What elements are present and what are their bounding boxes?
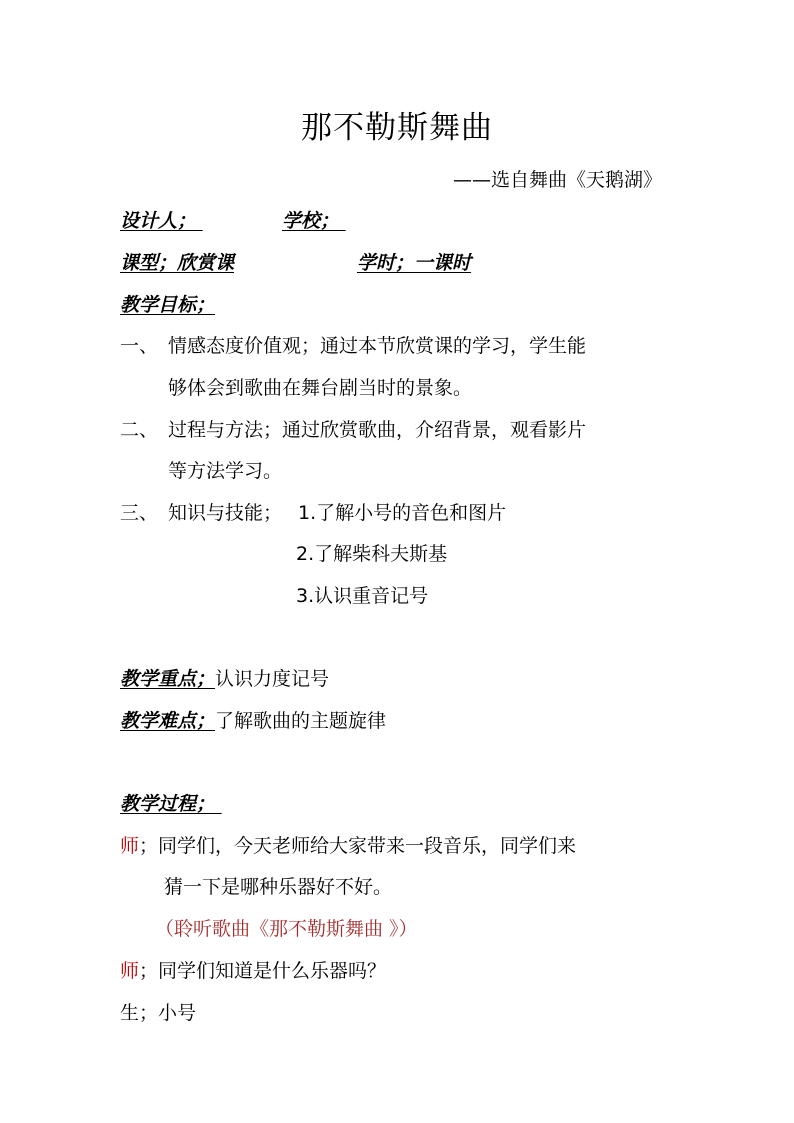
designer-row xyxy=(120,208,218,234)
dialogue-line-1-cont: 猜一下是哪种乐器好不好。 xyxy=(164,876,393,898)
objective-item-2-cont: 等方法学习。 xyxy=(168,460,283,482)
designer-label: 设计人； xyxy=(120,210,197,232)
objective-text: 知识与技能； xyxy=(168,502,283,524)
key-point-row xyxy=(120,666,329,692)
objective-marker: 三、 xyxy=(120,502,159,524)
hours-label: 学时；一课时 xyxy=(357,252,472,274)
objectives-heading: 教学目标； xyxy=(120,294,216,316)
speaker-sep: ； xyxy=(139,960,159,982)
speaker-student: 生 xyxy=(120,1002,140,1024)
objective-item-3 xyxy=(120,500,282,526)
speaker-teacher: 师 xyxy=(120,835,140,857)
dialogue-line-3 xyxy=(120,1000,196,1026)
key-point-label: 教学重点； xyxy=(120,668,216,690)
speaker-teacher: 师 xyxy=(120,960,140,982)
course-type-row xyxy=(120,250,234,276)
objective-marker: 二、 xyxy=(120,419,159,441)
objective-marker: 一、 xyxy=(120,335,159,357)
objective-text: 过程与方法；通过欣赏歌曲，介绍背景，观看影片 xyxy=(168,419,587,441)
hours-row xyxy=(357,250,471,276)
skill-item-2: 2.了解柴科夫斯基 xyxy=(296,543,448,565)
objective-text: 情感态度价值观；通过本节欣赏课的学习，学生能 xyxy=(168,335,587,357)
dialogue-text: 小号 xyxy=(158,1002,197,1024)
speaker-sep: ； xyxy=(139,1002,159,1024)
dialogue-line-1 xyxy=(120,833,576,859)
school-label: 学校； xyxy=(282,210,340,232)
key-point-text: 认识力度记号 xyxy=(215,668,330,690)
document-subtitle: ——选自舞曲《天鹅湖》 xyxy=(452,169,662,191)
skill-item-1: 1.了解小号的音色和图片 xyxy=(298,502,507,524)
listening-note: （聆听歌曲《那不勒斯舞曲 》） xyxy=(155,918,418,940)
course-type-label: 课型；欣赏课 xyxy=(120,252,235,274)
objective-item-2 xyxy=(120,417,586,443)
process-heading: 教学过程； xyxy=(120,793,216,815)
speaker-sep: ； xyxy=(139,835,159,857)
skill-item-3: 3.认识重音记号 xyxy=(296,585,429,607)
process-heading-row xyxy=(120,791,223,817)
difficulty-text: 了解歌曲的主题旋律 xyxy=(215,710,387,732)
document-title: 那不勒斯舞曲 xyxy=(301,110,493,146)
dialogue-text: 同学们，今天老师给大家带来一段音乐，同学们来 xyxy=(158,835,577,857)
dialogue-text: 同学们知道是什么乐器吗？ xyxy=(158,960,387,982)
difficulty-label: 教学难点； xyxy=(120,710,216,732)
objective-item-1 xyxy=(120,333,586,359)
dialogue-line-2 xyxy=(120,958,386,984)
difficulty-row xyxy=(120,708,386,734)
objectives-heading-row xyxy=(120,292,215,318)
school-row xyxy=(282,208,345,234)
objective-item-1-cont: 够体会到歌曲在舞台剧当时的景象。 xyxy=(168,377,473,399)
